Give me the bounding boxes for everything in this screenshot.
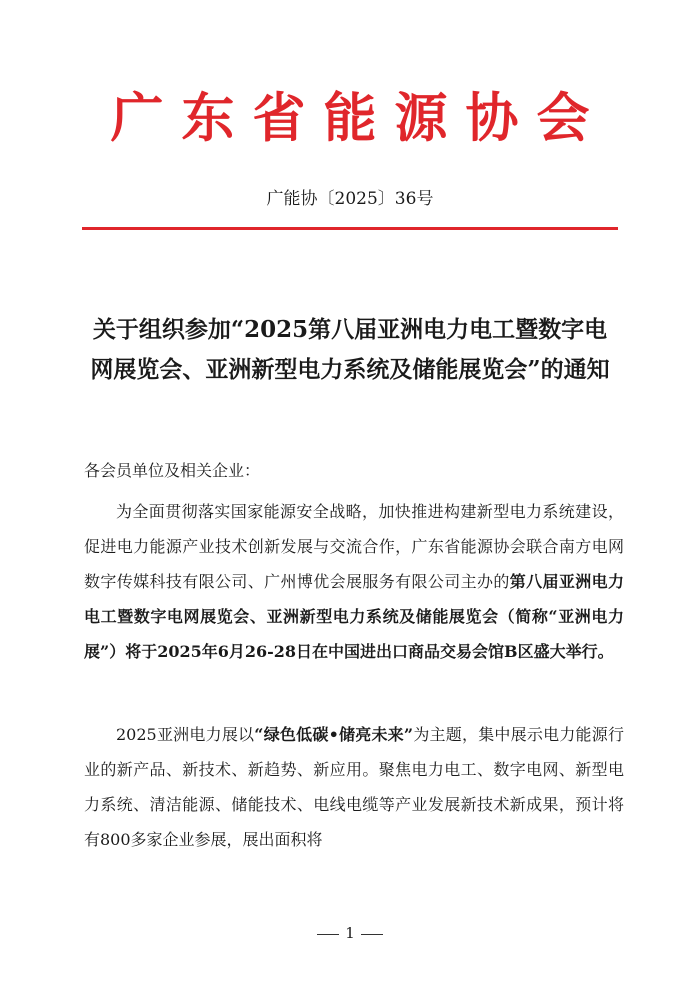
- right-dash: [361, 934, 383, 935]
- event-theme: “绿色低碳•储亮未来”: [254, 725, 414, 744]
- body-paragraph-1: [84, 494, 624, 669]
- page-number: 1: [345, 924, 355, 942]
- page-footer: [0, 923, 700, 943]
- organization-header: 广东省能源协会: [110, 87, 608, 149]
- event-highlight: 第八届亚洲电力电工暨数字电网展览会、亚洲新型电力系统及储能展览会（简称“亚洲电力展”）将于2025年6月26-28日在中国进出口商品交易会馆B区盛大举行。: [84, 572, 624, 661]
- red-divider: [82, 227, 618, 230]
- paragraph-2-text: 为主题，集中展示电力能源行业的新产品、新技术、新趋势、新应用。聚焦电力电工、数字电网、新型电力系统、清洁能源、储能技术、电线电缆等产业发展新技术新成果，预计将有800多家企业参展，展出面积将: [84, 725, 624, 849]
- document-title: 关于组织参加“2025第八届亚洲电力电工暨数字电网展览会、亚洲新型电力系统及储能展览会”的通知: [90, 316, 610, 383]
- paragraph-2-lead: 2025亚洲电力展以: [116, 725, 255, 744]
- salutation: 各会员单位及相关企业：: [84, 461, 261, 480]
- document-number: 广能协〔2025〕36号: [266, 189, 434, 209]
- paragraph-1-text: 为全面贯彻落实国家能源安全战略，加快推进构建新型电力系统建设，促进电力能源产业技术创新发展与交流合作，广东省能源协会联合南方电网数字传媒科技有限公司、广州博优会展服务有限公司主办的: [84, 502, 624, 591]
- left-dash: [317, 934, 339, 935]
- body-paragraph-2: [84, 717, 624, 857]
